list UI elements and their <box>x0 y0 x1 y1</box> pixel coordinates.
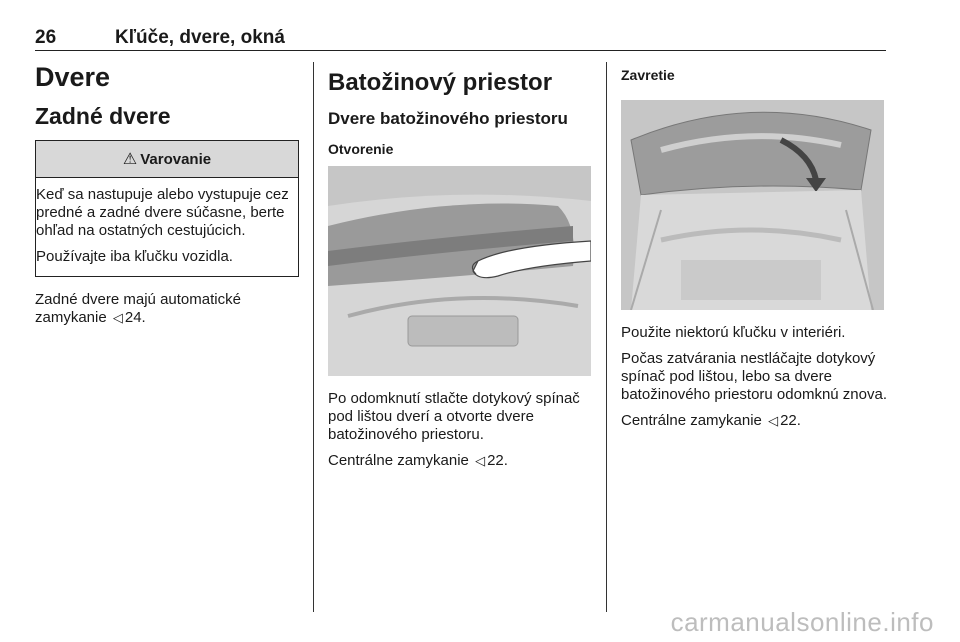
warning-header <box>36 141 298 178</box>
text-span: Centrálne zamykanie <box>328 452 469 469</box>
header-divider <box>35 50 886 51</box>
subheading-rear-doors: Zadné dvere <box>35 103 171 129</box>
page-number: 26 <box>35 27 57 48</box>
closing-instructions: Použite niektorú kľučku v interiéri. <box>621 324 846 341</box>
warning-triangle-icon: ⚠ <box>122 151 138 168</box>
chapter-title: Kľúče, dvere, okná <box>115 27 285 48</box>
page-reference[interactable]: 22. <box>780 412 801 429</box>
page-ref-icon: ◁ <box>768 413 779 428</box>
page-header <box>35 27 886 49</box>
page-reference[interactable]: 24. <box>124 309 146 326</box>
warning-title: Varovanie <box>140 150 212 168</box>
section-heading-load-compartment: Batožinový priestor <box>328 69 553 96</box>
rear-door-locking-text <box>35 291 299 327</box>
central-locking-ref <box>328 452 594 470</box>
warning-box <box>35 140 299 277</box>
warning-text: Používajte iba kľučku vozidla. <box>36 248 233 265</box>
warning-body <box>36 178 298 276</box>
watermark: carmanualsonline.info <box>670 607 934 637</box>
tailgate-opening-illustration <box>328 166 591 376</box>
page-reference[interactable]: 22. <box>487 452 508 469</box>
tailgate-closing-illustration <box>621 100 884 310</box>
section-heading-doors: Dvere <box>35 62 111 92</box>
middle-column <box>328 60 594 478</box>
column-divider-1 <box>313 62 314 612</box>
subheading-tailgate: Dvere batožinového priestoru <box>328 109 568 128</box>
text-span: Zadné dvere majú automatické zamykanie <box>35 291 241 326</box>
column-divider-2 <box>606 62 607 612</box>
section-closing: Zavretie <box>621 67 675 83</box>
opening-instructions: Po odomknutí stlačte dotykový spínač pod lištou dverí a otvorte dvere batožinového priestoru. <box>328 390 580 443</box>
right-column <box>621 60 887 438</box>
page-ref-icon: ◁ <box>475 453 486 468</box>
page-ref-icon: ◁ <box>112 310 123 325</box>
text-span: Centrálne zamykanie <box>621 412 762 429</box>
closing-warning-text: Počas zatvárania nestláčajte dotykový spínač pod lištou, lebo sa dvere batožinového priestoru odomknú znova. <box>621 350 888 403</box>
central-locking-ref <box>621 412 887 430</box>
section-opening: Otvorenie <box>328 141 394 157</box>
left-column <box>35 60 299 335</box>
warning-text: Keď sa nastupuje alebo vystupuje cez predné a zadné dvere súčasne, berte ohľad na ostatných cestujúcich. <box>36 186 289 239</box>
